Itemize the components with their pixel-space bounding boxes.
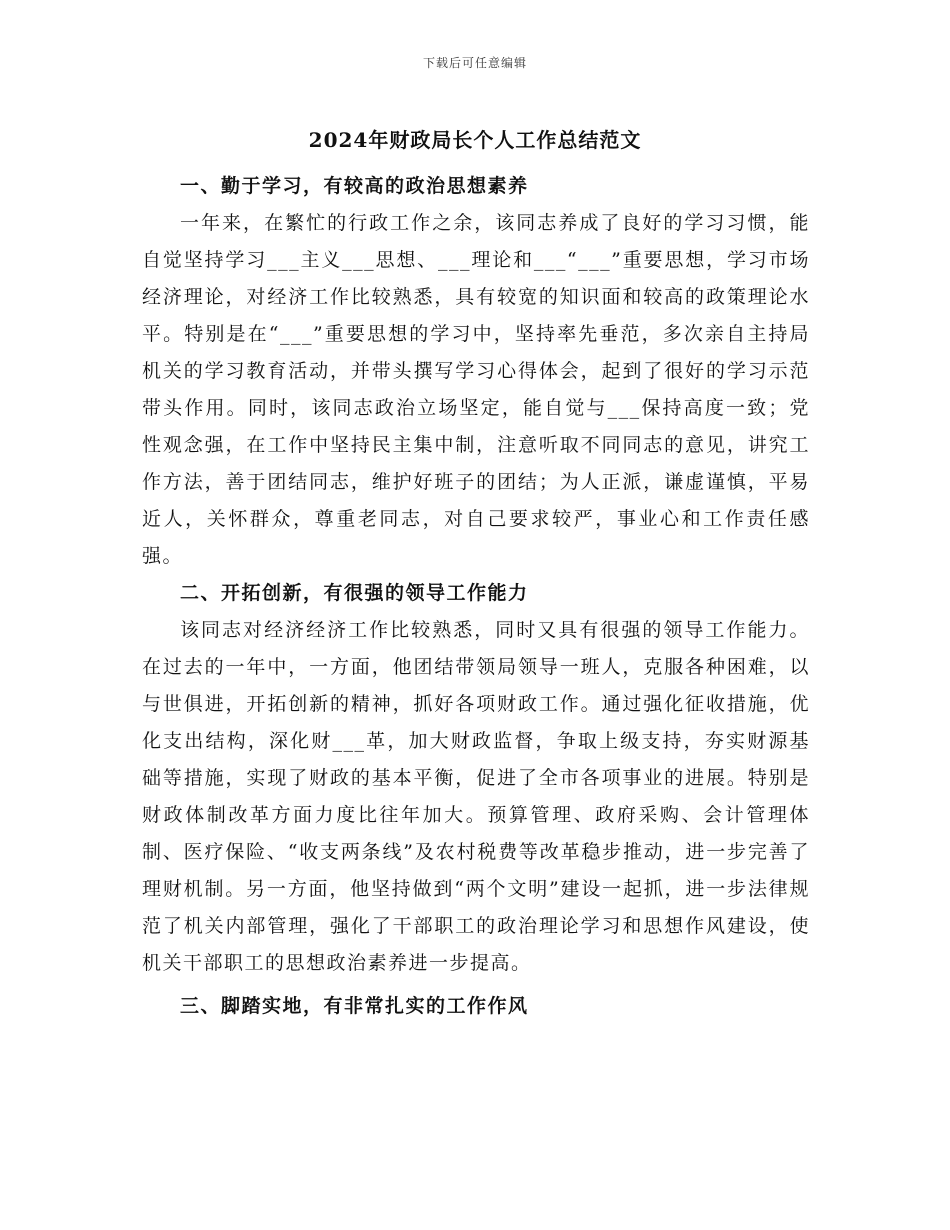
header-note: 下载后可任意编辑	[422, 56, 527, 70]
section-paragraph-2: 该同志对经济经济工作比较熟悉，同时又具有很强的领导工作能力。在过去的一年中，一方面，他团结带领局领导一班人，克服各种困难，以与世俱进，开拓创新的精神，抓好各项财政工作。通过强化征收措施，优化支出结构，深化财___革，加大财政监督，争取上级支持，夯实财源基础等措施，实现了财政的基本平衡，促进了全市各项事业的进展。特别是财政体制改革方面力度比往年加大。预算管理、政府采购、会计管理体制、医疗保险、“收支两条线”及农村税费等改革稳步推动，进一步完善了理财机制。另一方面，他坚持做到“两个文明”建设一起抓，进一步法律规范了机关内部管理，强化了干部职工的政治理论学习和思想作风建设，使机关干部职工的思想政治素养进一步提高。	[142, 619, 810, 974]
section-heading-3: 三、脚踏实地，有非常扎实的工作作风	[180, 995, 529, 1017]
document-title: 2024年财政局长个人工作总结范文	[308, 128, 642, 152]
document-body	[142, 168, 810, 1025]
section-heading-2: 二、开拓创新，有很强的领导工作能力	[180, 582, 529, 604]
section-heading-1: 一、勤于学习，有较高的政治思想素养	[180, 175, 529, 197]
section-paragraph-1: 一年来，在繁忙的行政工作之余，该同志养成了良好的学习习惯，能自觉坚持学习___主义___思想、___理论和___“___”重要思想，学习市场经济理论，对经济工作比较熟悉，具有较宽的知识面和较高的政策理论水平。特别是在“___”重要思想的学习中，坚持率先垂范，多次亲自主持局机关的学习教育活动，并带头撰写学习心得体会，起到了很好的学习示范带头作用。同时，该同志政治立场坚定，能自觉与___保持高度一致；党性观念强，在工作中坚持民主集中制，注意听取不同同志的意见，讲究工作方法，善于团结同志，维护好班子的团结；为人正派，谦虚谨慎，平易近人，关怀群众，尊重老同志，对自己要求较严，事业心和工作责任感强。	[142, 212, 810, 567]
